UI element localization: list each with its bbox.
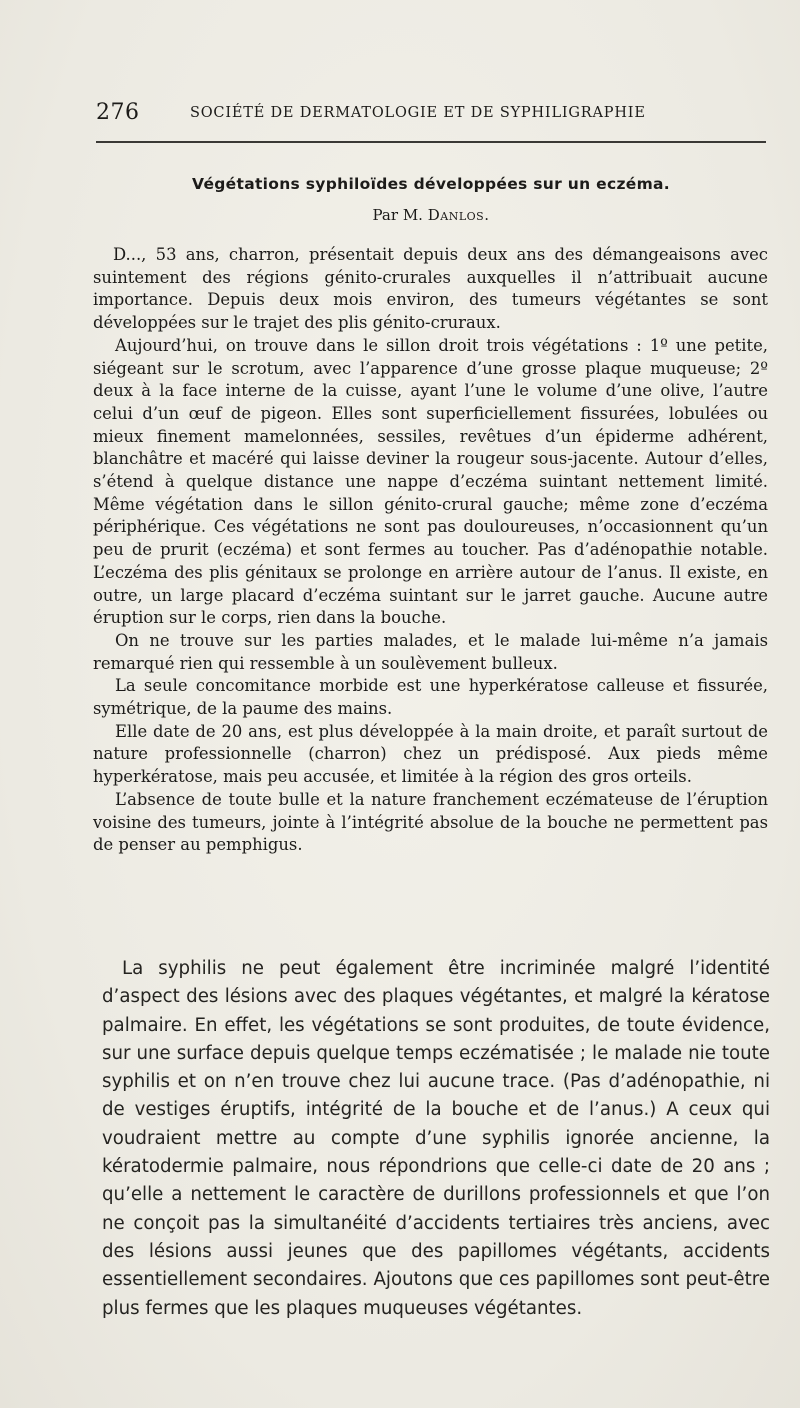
page-number: 276 xyxy=(96,100,140,125)
paragraph: Aujourd’hui, on trouve dans le sillon droit trois végétations : 1º une petite, siégeant sur le scrotum, avec l’apparence d’une grosse plaque muqueuse; 2º deux à la face interne de la cuisse, ayant l’une le volume d’une olive, l’autre celui d’un œuf de pigeon. Elles sont superficiellement fissurées, lobulées ou mieux finement mamelonnées, sessiles, revêtues d’un épiderme adhérent, blanchâtre et macéré qui laisse deviner la rougeur sous-jacente. Autour d’elles, s’étend à quelque distance une nappe d’eczéma suintant nettement limité. Même végétation dans le sillon génito-crural gauche; même zone d’eczéma périphérique. Ces végétations ne sont pas douloureuses, n’occasionnent qu’un peu de prurit (eczéma) et sont fermes au toucher. Pas d’adénopathie notable. L’eczéma des plis génitaux se prolonge en arrière autour de l’anus. Il existe, en outre, un large placard d’eczéma suintant sur le jarret gauche. Aucune autre éruption sur le corps, rien dans la bouche. xyxy=(93,335,768,628)
paragraph: La seule concomitance morbide est une hyperkératose calleuse et fissurée, symétrique, de la paume des mains. xyxy=(93,676,768,719)
page-header xyxy=(96,100,766,130)
article-body xyxy=(93,244,768,857)
paragraph: Elle date de 20 ans, est plus développée à la main droite, et paraît surtout de nature professionnelle (charron) chez un prédisposé. Aux pieds même hyperkératose, mais peu accusée, et limitée à la région des gros orteils. xyxy=(93,721,768,787)
article-author xyxy=(96,206,766,224)
header-rule xyxy=(96,141,766,143)
paragraph: D..., 53 ans, charron, présentait depuis deux ans des démangeaisons avec suintement des régions génito-crurales auxquelles il n’attribuait aucune importance. Depuis deux mois environ, des tumeurs végétantes se sont développées sur le trajet des plis génito-cruraux. xyxy=(93,245,768,333)
paragraph: La syphilis ne peut également être incriminée malgré l’identité d’aspect des lésions avec des plaques végétantes, et malgré la kératose palmaire. En effet, les végétations se sont produites, de toute évidence, sur une surface depuis quelque temps eczématisée ; le malade nie toute syphilis et on n’en trouve chez lui aucune trace. (Pas d’adénopathie, ni de vestiges éruptifs, intégrité de la bouche et de l’anus.) A ceux qui voudraient mettre au compte d’une syphilis ignorée ancienne, la kératodermie palmaire, nous répondrions que celle-ci date de 20 ans ; qu’elle a nettement le caractère de durillons professionnels et que l’on ne conçoit pas la simultanéité d’accidents tertiaires très anciens, avec des lésions aussi jeunes que des papillomes végétants, accidents essentiellement secondaires. Ajoutons que ces papillomes sont peut-être plus fermes que les plaques muqueuses végétantes. xyxy=(102,958,770,1319)
paragraph: L’absence de toute bulle et la nature franchement eczémateuse de l’éruption voisine des tumeurs, jointe à l’intégrité absolue de la bouche ne permettent pas de penser au pemphigus. xyxy=(93,789,768,855)
paragraph: On ne trouve sur les parties malades, et le malade lui-même n’a jamais remarqué rien qui ressemble à un soulèvement bulleux. xyxy=(93,630,768,673)
article-conclusion xyxy=(102,955,770,1323)
running-head: SOCIÉTÉ DE DERMATOLOGIE ET DE SYPHILIGRAPHIE xyxy=(190,105,646,121)
article-title: Végétations syphiloïdes développées sur un eczéma. xyxy=(192,175,670,193)
author-name: Danlos. xyxy=(427,206,490,224)
author-prefix: Par M. xyxy=(372,206,423,224)
